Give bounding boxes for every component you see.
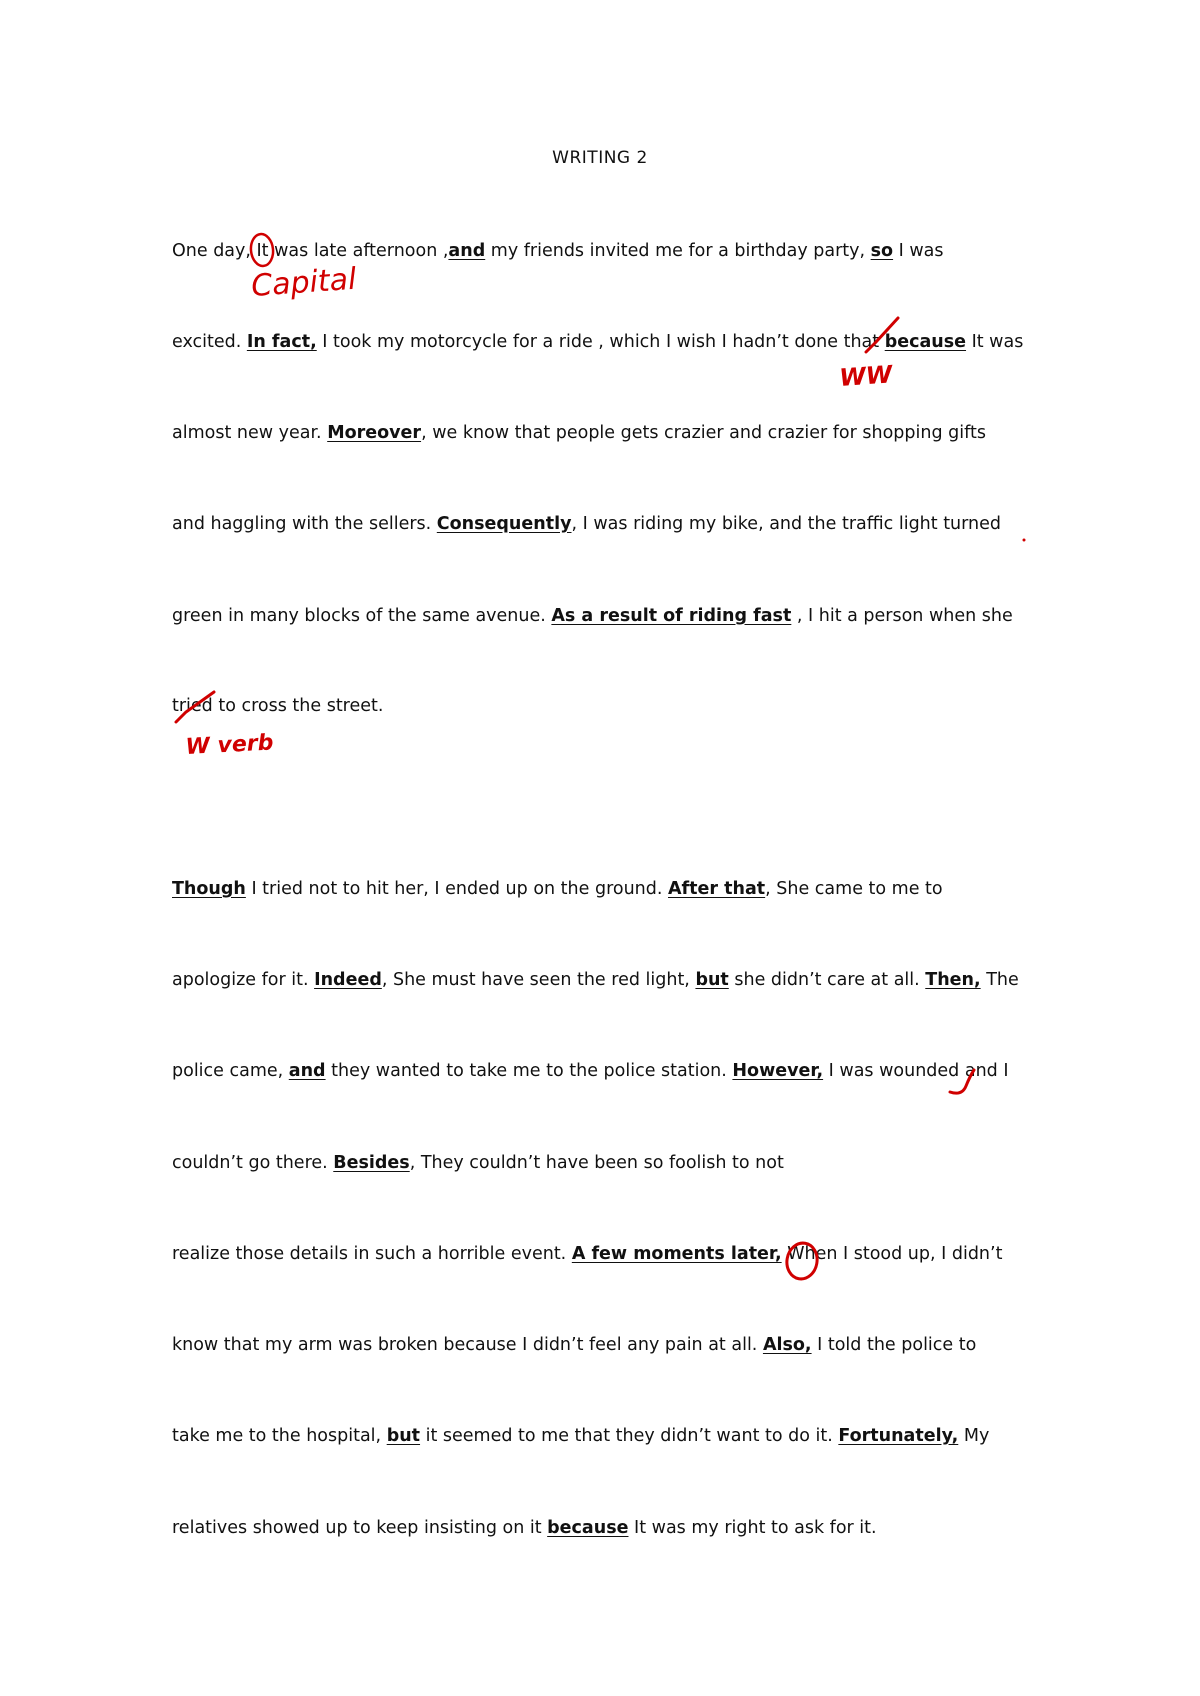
connector: In fact, [246,332,317,352]
p2-line-2: apologize for it. Indeed, She must have seen the red light, but she didn’t care at all. Then, The [172,970,1019,990]
p2-line-4: couldn’t go there. Besides, They couldn’t have been so foolish to not [172,1153,784,1173]
capital-note: Capital [250,261,358,304]
connector: Indeed [314,970,382,990]
connector: A few moments later, [571,1244,782,1264]
p1-line-3: almost new year. Moreover, we know that people gets crazier and crazier for shopping gifts [172,423,986,443]
connector: because [547,1518,629,1538]
p2-line-8: relatives showed up to keep insisting on it because It was my right to ask for it. [172,1518,877,1538]
connector: Though [172,879,246,899]
w-verb-note: W verb [185,730,274,760]
p1-line-6: tried to cross the street. [172,696,384,716]
connector: After that [668,879,766,899]
p2-line-7: take me to the hospital, but it seemed to me that they didn’t want to do it. Fortunately, My [172,1426,990,1446]
dot-mark [1023,539,1026,542]
p1-line-4: and haggling with the sellers. Consequently, I was riding my bike, and the traffic light turned [172,514,1002,534]
connector: As a result of riding fast [551,606,792,626]
p2-line-1: Though I tried not to hit her, I ended up on the ground. After that, She came to me to [172,879,943,899]
p1-line-5: green in many blocks of the same avenue. As a result of riding fast , I hit a person when she [172,606,1013,626]
p2-line-6: know that my arm was broken because I didn’t feel any pain at all. Also, I told the police to [172,1335,977,1355]
p2-line-5: realize those details in such a horrible event. A few moments later, When I stood up, I didn’t [172,1244,1003,1264]
page-title: WRITING 2 [552,148,648,168]
connector: and [288,1061,326,1081]
connector: so [870,241,894,261]
connector: Consequently [436,514,572,534]
ww-note: WW [838,360,894,392]
connector: Then, [925,970,981,990]
connector: because [884,332,967,352]
p2-line-3: police came, and they wanted to take me to the police station. However, I was wounded and I [172,1061,1009,1081]
connector: but [695,970,729,990]
connector: and [448,241,486,261]
connector: but [386,1426,421,1446]
connector: However, [732,1061,824,1081]
p1-line-2: excited. In fact, I took my motorcycle for a ride , which I wish I hadn’t done that because It was [172,332,1024,352]
connector: Also, [762,1335,812,1355]
connector: Fortunately, [838,1426,959,1446]
connector: Moreover [327,423,422,443]
connector: Besides [333,1153,410,1173]
p1-line-1: One day, It was late afternoon ,and my friends invited me for a birthday party, so I was [172,241,944,261]
